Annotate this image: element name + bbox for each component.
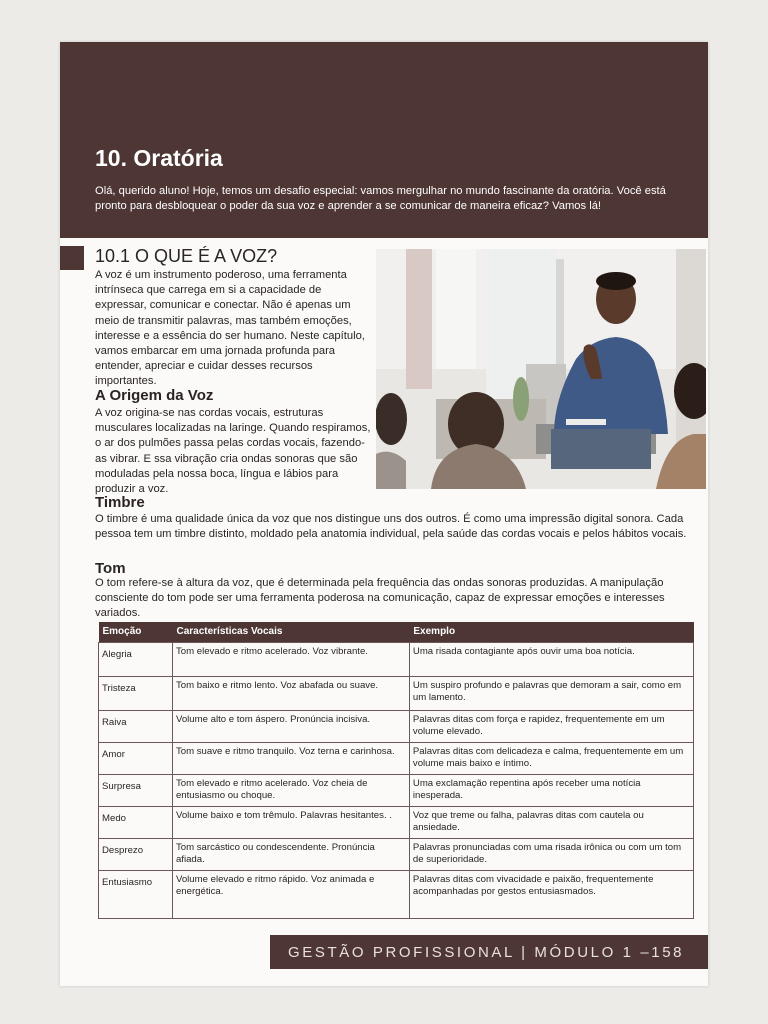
cell-emocao: Raiva (99, 711, 173, 743)
page-sheet (60, 42, 708, 986)
table-row (99, 839, 694, 871)
tom-paragraph: O tom refere-se à altura da voz, que é determinada pela frequência das ondas sonoras produzidas. A manipulação consciente do tom pode ser uma ferramenta poderosa na comunicação, capaz de expressar emoções e interesses variados. (95, 577, 665, 620)
speaker-photo-illustration (376, 249, 706, 489)
cell-emocao: Desprezo (99, 839, 173, 871)
cell-caracteristicas: Volume alto e tom áspero. Pronúncia incisiva. (172, 711, 409, 743)
cell-exemplo: Palavras ditas com força e rapidez, frequentemente em um volume elevado. (409, 711, 693, 743)
section-paragraph: A voz é um instrumento poderoso, uma ferramenta intrínseca que carrega em si a capacidade de expressar, comunicar e conectar. Não é apenas um meio de transmitir palavras, mas também emoções, interesse e a essência do ser humano. Neste capítulo, vamos embarcar em uma jornada profunda para entender, apreciar e cuidar desses recursos importantes. (95, 269, 365, 388)
cell-emocao: Tristeza (99, 677, 173, 711)
cell-exemplo: Uma exclamação repentina após receber uma notícia inesperada. (409, 775, 693, 807)
table-row (99, 807, 694, 839)
chapter-intro: Olá, querido aluno! Hoje, temos um desafio especial: vamos mergulhar no mundo fascinante da oratória. Você está pronto para desbloquear o poder da sua voz e aprender a se comunicar de maneira eficaz? Vamos lá! (95, 185, 666, 212)
cell-caracteristicas: Tom sarcástico ou condescendente. Pronúncia afiada. (172, 839, 409, 871)
cell-exemplo: Um suspiro profundo e palavras que demoram a sair, como em um lamento. (409, 677, 693, 711)
origem-heading: A Origem da Voz (95, 387, 214, 404)
cell-caracteristicas: Volume baixo e tom trêmulo. Palavras hesitantes. . (172, 807, 409, 839)
emotions-table (98, 622, 694, 919)
column-header-emocao: Emoção (99, 622, 173, 643)
footer-bar (270, 935, 708, 969)
cell-exemplo: Uma risada contagiante após ouvir uma boa notícia. (409, 643, 693, 677)
cell-caracteristicas: Tom elevado e ritmo acelerado. Voz vibrante. (172, 643, 409, 677)
cell-exemplo: Palavras ditas com delicadeza e calma, frequentemente em um volume mais baixo e íntimo. (409, 743, 693, 775)
table-row (99, 871, 694, 919)
cell-caracteristicas: Tom baixo e ritmo lento. Voz abafada ou suave. (172, 677, 409, 711)
column-header-caracteristicas: Características Vocais (172, 622, 409, 643)
cell-exemplo: Palavras pronunciadas com uma risada irônica ou com um tom de superioridade. (409, 839, 693, 871)
table-header-row (99, 622, 694, 643)
table-row (99, 677, 694, 711)
origem-paragraph: A voz origina-se nas cordas vocais, estruturas musculares localizadas na laringe. Quando respiramos, o ar dos pulmões passa pelas cordas vocais, fazendo-as vibrar. E ssa vibração cria ondas sonoras que são moduladas pela nossa boca, língua e lábios para produzir a voz. (95, 407, 371, 496)
table-row (99, 743, 694, 775)
cell-caracteristicas: Tom elevado e ritmo acelerado. Voz cheia de entusiasmo ou choque. (172, 775, 409, 807)
cell-caracteristicas: Tom suave e ritmo tranquilo. Voz terna e carinhosa. (172, 743, 409, 775)
cell-caracteristicas: Volume elevado e ritmo rápido. Voz animada e energética. (172, 871, 409, 919)
cell-emocao: Amor (99, 743, 173, 775)
column-header-exemplo: Exemplo (409, 622, 693, 643)
chapter-title: 10. Oratória (95, 145, 223, 171)
cell-exemplo: Palavras ditas com vivacidade e paixão, frequentemente acompanhadas por gestos entusiasmados. (409, 871, 693, 919)
timbre-heading: Timbre (95, 494, 145, 511)
cell-exemplo: Voz que treme ou falha, palavras ditas com cautela ou ansiedade. (409, 807, 693, 839)
table-row (99, 775, 694, 807)
cell-emocao: Medo (99, 807, 173, 839)
table-row (99, 711, 694, 743)
chapter-header (60, 42, 708, 238)
cell-emocao: Surpresa (99, 775, 173, 807)
timbre-paragraph: O timbre é uma qualidade única da voz que nos distingue uns dos outros. É como uma impressão digital sonora. Cada pessoa tem um timbre distinto, moldado pela anatomia individual, pela saúde das cordas vocais e pelos hábitos vocais. (95, 513, 687, 541)
cell-emocao: Entusiasmo (99, 871, 173, 919)
section-marker (60, 246, 84, 270)
speaker-photo (376, 249, 706, 489)
tom-heading: Tom (95, 560, 126, 577)
cell-emocao: Alegria (99, 643, 173, 677)
footer-text: GESTÃO PROFISSIONAL | MÓDULO 1 –158 (288, 944, 685, 961)
section-title: 10.1 O QUE É A VOZ? (95, 246, 278, 266)
table-row (99, 643, 694, 677)
